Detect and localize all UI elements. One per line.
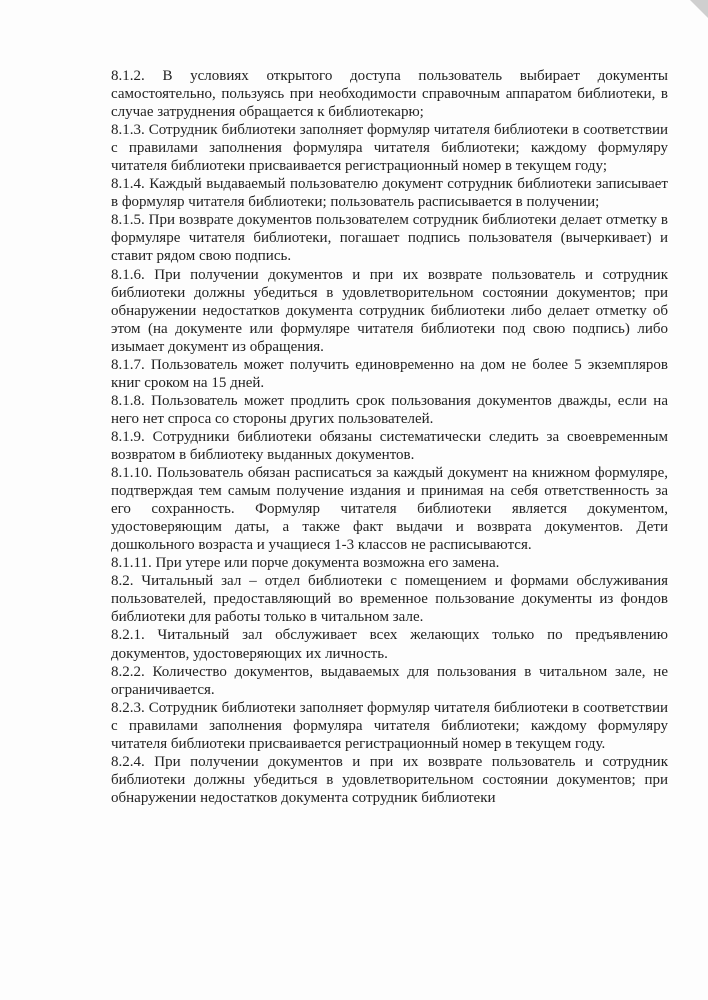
paragraph-8-1-10: 8.1.10. Пользователь обязан расписаться за каждый документ на книжном формуляре, подтверждая тем самым получение издания и принимая на себя ответственность за его сохранность. Формуляр читателя библиотеки является документом, удостоверяющим даты, а также факт выдачи и возврата документов. Дети дошкольного возраста и учащиеся 1-3 классов не расписываются. [111, 465, 668, 554]
paragraph-8-1-9: 8.1.9. Сотрудники библиотеки обязаны систематически следить за своевременным возвратом в библиотеку выданных документов. [111, 428, 668, 463]
paragraph-8-1-3: 8.1.3. Сотрудник библиотеки заполняет формуляр читателя библиотеки в соответствии с правилами заполнения формуляра читателя библиотеки; каждому формуляру читателя библиотеки присваивается регистрационный номер в текущем году; [111, 122, 668, 175]
paragraph-8-1-11: 8.1.11. При утере или порче документа возможна его замена. [111, 555, 500, 572]
paragraph-8-1-4: 8.1.4. Каждый выдаваемый пользователю документ сотрудник библиотеки записывает в формуляр читателя библиотеки; пользователь расписывается в получении; [111, 176, 668, 211]
paragraph-8-2-4: 8.2.4. При получении документов и при их возврате пользователь и сотрудник библиотеки должны убедиться в удовлетворительном состоянии документов; при обнаружении недостатков документа сотрудник библиотеки [111, 753, 668, 806]
paragraph-8-2-1: 8.2.1. Читальный зал обслуживает всех желающих только по предъявлению документов, удостоверяющих их личность. [111, 627, 668, 662]
paragraph-8-2-3: 8.2.3. Сотрудник библиотеки заполняет формуляр читателя библиотеки в соответствии с правилами заполнения формуляра читателя библиотеки; каждому формуляру читателя библиотеки присваивается регистрационный номер в текущем году. [111, 699, 668, 752]
paragraph-8-1-7: 8.1.7. Пользователь может получить единовременно на дом не более 5 экземпляров книг сроком на 15 дней. [111, 356, 668, 391]
paragraph-8-1-6: 8.1.6. При получении документов и при их возврате пользователь и сотрудник библиотеки должны убедиться в удовлетворительном состоянии документов; при обнаружении недостатков документа сотрудник библиотеки либо делает отметку об этом (на документе или формуляре читателя библиотеки под свою подпись) либо изымает документ из обращения. [111, 266, 668, 355]
paragraph-8-1-8: 8.1.8. Пользователь может продлить срок пользования документов дважды, если на него нет спроса со стороны других пользователей. [111, 392, 668, 427]
paragraph-8-2-2: 8.2.2. Количество документов, выдаваемых для пользования в читальном зале, не ограничивается. [111, 663, 668, 698]
paragraph-8-1-5: 8.1.5. При возврате документов пользователем сотрудник библиотеки делает отметку в формуляре читателя библиотеки, погашает подпись пользователя (вычеркивает) и ставит рядом свою подпись. [111, 212, 668, 265]
folded-corner [690, 0, 708, 18]
paragraph-8-1-2: 8.1.2. В условиях открытого доступа пользователь выбирает документы самостоятельно, пользуясь при необходимости справочным аппаратом библиотеки, в случае затруднения обращается к библиотекарю; [111, 68, 668, 121]
paragraph-8-2: 8.2. Читальный зал – отдел библиотеки с помещением и формами обслуживания пользователей, предоставляющий во временное пользование документы из фондов библиотеки для работы только в читальном зале. [111, 573, 668, 626]
document-body [111, 67, 668, 807]
